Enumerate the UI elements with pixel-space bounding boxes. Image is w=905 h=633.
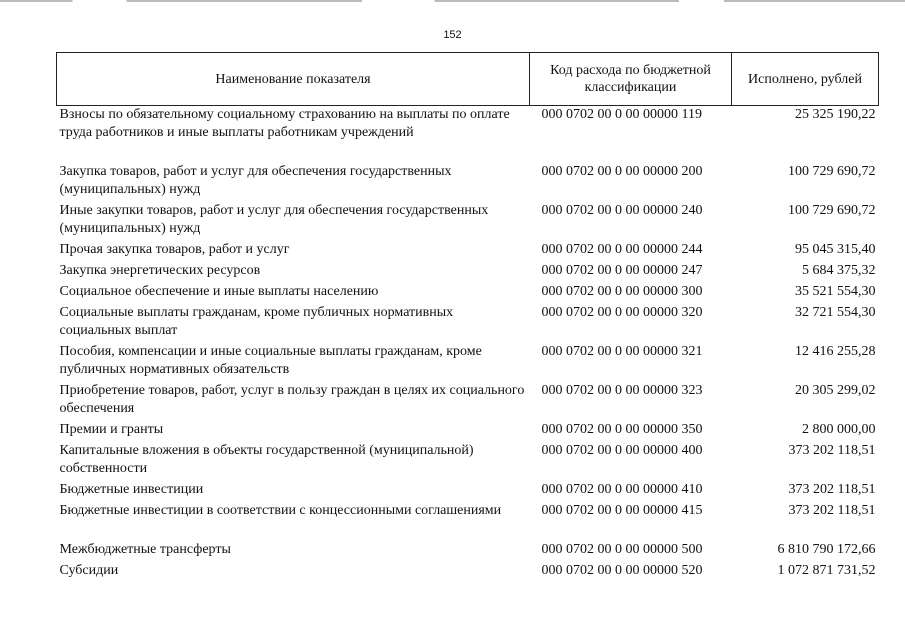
- row-code: 000 0702 00 0 00 00000 323: [541, 383, 703, 398]
- row-amount: 25 325 190,22: [795, 107, 876, 122]
- row-amount: 2 800 000,00: [802, 422, 876, 437]
- row-code: 000 0702 00 0 00 00000 247: [541, 263, 703, 278]
- row-amount: 373 202 118,51: [788, 482, 876, 497]
- row-name: Прочая закупка товаров, работ и услуг: [59, 242, 290, 257]
- table-row: [57, 106, 879, 164]
- row-amount: 32 721 554,30: [795, 305, 876, 320]
- table-row: [57, 502, 879, 541]
- table-row: [57, 481, 879, 502]
- row-name: Бюджетные инвестиции в соответствии с концессионными соглашениями: [59, 503, 502, 518]
- row-code: 000 0702 00 0 00 00000 119: [541, 107, 702, 122]
- row-code: 000 0702 00 0 00 00000 500: [541, 542, 703, 557]
- table-row: [57, 304, 879, 343]
- row-name: Приобретение товаров, работ, услуг в пользу граждан в целях их социального обеспечения: [59, 383, 525, 416]
- scan-top-edge: [0, 0, 905, 2]
- row-amount: 6 810 790 172,66: [777, 542, 876, 557]
- row-amount: 5 684 375,32: [802, 263, 876, 278]
- row-code: 000 0702 00 0 00 00000 520: [541, 563, 703, 578]
- row-name: Премии и гранты: [59, 422, 164, 437]
- page-number: 152: [443, 29, 462, 41]
- row-code: 000 0702 00 0 00 00000 200: [541, 164, 703, 179]
- row-code: 000 0702 00 0 00 00000 350: [541, 422, 703, 437]
- row-code: 000 0702 00 0 00 00000 321: [541, 344, 703, 359]
- table-row: [57, 421, 879, 442]
- header-indicator-name: Наименование показателя: [57, 53, 530, 106]
- row-name: Пособия, компенсации и иные социальные выплаты гражданам, кроме публичных нормативных обязательств: [59, 344, 482, 377]
- row-amount: 100 729 690,72: [788, 203, 876, 218]
- row-amount: 1 072 871 731,52: [777, 563, 876, 578]
- table-row: [57, 202, 879, 241]
- row-name: Субсидии: [59, 563, 119, 578]
- row-name: Взносы по обязательному социальному страхованию на выплаты по оплате труда работников и иные выплаты работникам учреждений: [59, 107, 510, 140]
- row-code: 000 0702 00 0 00 00000 320: [541, 305, 703, 320]
- row-name: Закупка товаров, работ и услуг для обеспечения государственных (муниципальных) нужд: [59, 164, 452, 197]
- table-row: [57, 562, 879, 583]
- header-expense-code: Код расхода по бюджетной классификации: [530, 53, 732, 106]
- row-code: 000 0702 00 0 00 00000 410: [541, 482, 703, 497]
- row-amount: 373 202 118,51: [788, 443, 876, 458]
- table-header-row: [57, 53, 879, 106]
- table-row: [57, 163, 879, 202]
- table-row: [57, 382, 879, 421]
- row-amount: 373 202 118,51: [788, 503, 876, 518]
- row-code: 000 0702 00 0 00 00000 244: [541, 242, 703, 257]
- row-amount: 20 305 299,02: [795, 383, 876, 398]
- table-row: [57, 283, 879, 304]
- row-name: Бюджетные инвестиции: [59, 482, 204, 497]
- row-code: 000 0702 00 0 00 00000 415: [541, 503, 703, 518]
- table-row: [57, 241, 879, 262]
- table-row: [57, 262, 879, 283]
- row-amount: 95 045 315,40: [795, 242, 876, 257]
- row-code: 000 0702 00 0 00 00000 400: [541, 443, 703, 458]
- row-amount: 12 416 255,28: [795, 344, 876, 359]
- row-amount: 35 521 554,30: [795, 284, 876, 299]
- budget-execution-table: [56, 52, 879, 583]
- row-name: Закупка энергетических ресурсов: [59, 263, 261, 278]
- row-name: Социальные выплаты гражданам, кроме публичных нормативных социальных выплат: [59, 305, 454, 338]
- row-code: 000 0702 00 0 00 00000 240: [541, 203, 703, 218]
- row-name: Иные закупки товаров, работ и услуг для обеспечения государственных (муниципальных) нужд: [59, 203, 489, 236]
- header-executed-amount: Исполнено, рублей: [732, 53, 879, 106]
- row-name: Социальное обеспечение и иные выплаты населению: [59, 284, 379, 299]
- budget-table-container: [56, 52, 878, 583]
- row-amount: 100 729 690,72: [788, 164, 876, 179]
- table-row: [57, 442, 879, 481]
- table-row: [57, 541, 879, 562]
- table-row: [57, 343, 879, 382]
- row-code: 000 0702 00 0 00 00000 300: [541, 284, 703, 299]
- row-name: Межбюджетные трансферты: [59, 542, 231, 557]
- row-name: Капитальные вложения в объекты государственной (муниципальной) собственности: [59, 443, 474, 476]
